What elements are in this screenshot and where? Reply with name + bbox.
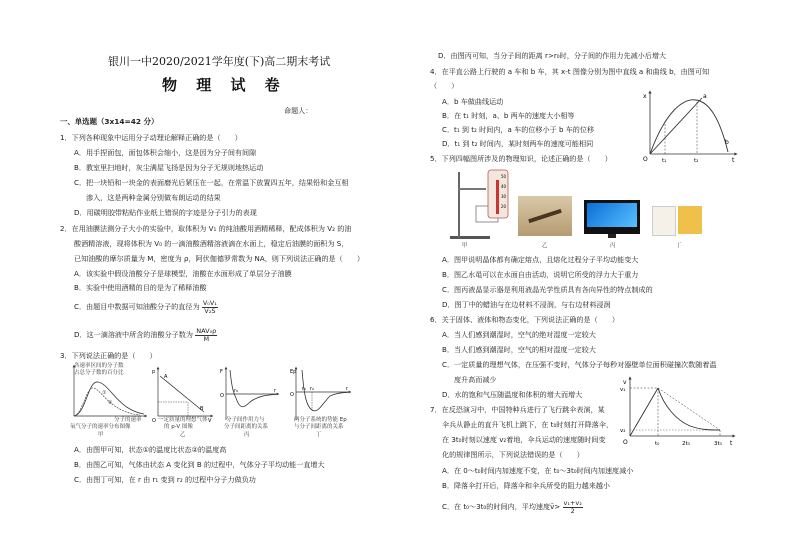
bing-r-label: r [274, 388, 277, 394]
q7-c-denominator: 2 [570, 506, 575, 515]
therm-tick-30: 30 [501, 194, 507, 199]
q2-option-d-text: D．这一滴溶液中所含的油酸分子数为 [74, 330, 193, 339]
fig-ding-caption-2: 与分子间距离的关系 [294, 424, 344, 430]
q5-option-c: C．图丙液晶显示器是利用液晶光学性质具有各向异性的特点制成的 [442, 285, 653, 294]
q7-option-c [442, 500, 583, 514]
q5-stem: 5．下列四幅图所涉及的物理知识，论述正确的是（ ） [430, 154, 612, 163]
q6-option-a: A．当人们感到潮湿时，空气的绝对湿度一定较大 [442, 330, 596, 339]
q7-3t0-label: 3t₀ [714, 441, 722, 447]
fig-yi-caption-1: 一定质量的理想气体 [158, 417, 208, 423]
fig-jia-ylabel-1: 各速率区间的分子数 [74, 363, 124, 369]
q4-option-d: D．t₁ 到 t₂ 时间内，某时刻两车的速度可能相同 [442, 139, 594, 148]
q2-option-c [74, 300, 218, 314]
ding-origin: O [290, 392, 294, 398]
q3-option-d: D．由图丙可知，当分子间的距离 r>r₀时，分子间的作用力先减小后增大 [438, 51, 667, 60]
q2-c-denominator: V₂S [204, 306, 216, 315]
q5-caption-bing: 丙 [610, 243, 616, 249]
q7-t-axis-label: t [730, 440, 733, 447]
q7-stem-line2: 伞兵从静止的直升飞机上跳下，在 t₀时刻打开降落伞， [442, 420, 614, 429]
q7-vt-graph [620, 376, 738, 448]
q5-option-d: D．图丁中的蜡油与在边材料不浸润，与右边材料浸润 [442, 300, 611, 309]
ding-ep-label: Ep [290, 369, 297, 375]
yi-a-label: A [164, 374, 168, 380]
q1-stem: 1．下列各种现象中运用分子动理论解释正确的是（ ） [60, 133, 242, 142]
q4-origin: O [643, 156, 648, 163]
q1-option-c: C．把一块铅和一块金的表面磨光后紧压在一起，在常温下放置四五年，结果铅和金互相 [74, 178, 349, 187]
yi-b-label: B [200, 406, 204, 412]
q4-x-axis-label: x [643, 93, 647, 100]
q2-d-numerator: NAV₀ρ [196, 327, 217, 335]
bing-f-label: F [220, 369, 223, 375]
q5-option-b: B．图乙水黾可以在水面自由活动，说明它所受的浮力大于重力 [442, 270, 639, 279]
q7-c-numerator: v₁+v₂ [563, 499, 582, 507]
fig-ding-caption-1: 两分子系统的势能 Ep [294, 417, 347, 423]
fig-ding-tag: 丁 [316, 432, 322, 438]
q5-caption-jia: 甲 [462, 243, 468, 249]
q4-xt-graph [640, 90, 740, 164]
q3-stem: 3．下列说法正确的是（ ） [60, 351, 157, 360]
bing-origin: O [220, 393, 224, 399]
q2-c-numerator: V₀V₁ [202, 299, 217, 307]
curve-2-label: ② [108, 400, 113, 406]
author-label: 命题人： [284, 106, 313, 115]
q6-option-b: B．当人们感到潮湿时，空气的相对湿度一定较大 [442, 345, 596, 354]
q4-t2-label: t₂ [694, 158, 699, 164]
fig-jia-tag: 甲 [98, 432, 104, 438]
therm-tick-20: 20 [501, 204, 507, 209]
q1-option-d: D．用碳明胶带粘贴作业纸上错误的字迹是分子引力的表现 [74, 208, 257, 217]
curve-1-label: ① [102, 390, 107, 396]
exam-subject-title: 物 理 试 卷 [162, 76, 287, 94]
q2-option-d [74, 328, 217, 342]
q3-option-c: C．由图丁可知，在 r 由 r₁ 变到 r₂ 的过程中分子力做负功 [74, 475, 256, 484]
fig-yi-caption-2: 的 p-V 图像 [164, 424, 193, 430]
q7-option-a: A．在 0～t₀时间内加速度不变，在 t₀～3t₀时间内加速度减小 [442, 466, 634, 475]
q1-option-b: B．教室里扫地时，灰尘满屋飞扬是因为分子无规则地热运动 [74, 163, 264, 172]
q3-option-a: A．由图甲可知，状态①的温度比状态②的温度高 [74, 445, 227, 454]
yi-v-label: V [208, 418, 212, 422]
q7-stem-line4: 化的规律图所示，下列说法错误的是（ ） [442, 450, 584, 459]
q1-option-c-cont: 渗入，这是两种金属分别做布朗运动的结果 [86, 193, 221, 202]
q7-t0-label: t₀ [655, 441, 660, 447]
q4-stem-line1: 4．在平直公路上行驶的 a 车和 b 车，其 x-t 图像分别为图中直线 a 和曲线 b，由图可知 [430, 67, 710, 76]
q4-option-a: A．b 车做曲线运动 [442, 97, 504, 106]
fig-yi-tag: 乙 [180, 432, 186, 438]
q4-t-axis-label: t [732, 157, 735, 164]
q7-stem-line3: 在 3t₀时刻以速度 v₂着地，伞兵运动的速度随时间变 [442, 435, 606, 444]
q6-option-c: C．一定质量的理想气体，在压强不变时，气体分子每秒对器壁单位面积碰撞次数随着温 [442, 360, 717, 369]
q2-stem-line3: 已知油酸的摩尔质量为 M，密度为 ρ，阿伏伽德罗常数为 NA，则下列说法正确的是（ ） [74, 254, 365, 263]
q7-v-axis-label: v [623, 379, 627, 386]
section-heading: 一、单选题（3x14=42 分） [60, 117, 159, 126]
q7-v1-label: v₁ [620, 387, 626, 393]
q1-option-a: A．用手捏面包，面包体积会缩小，这是因为分子间有间隙 [74, 148, 257, 157]
q3-option-b: B．由图乙可知，气体由状态 A 变化到 B 的过程中，气体分子平均动能一直增大 [74, 460, 325, 469]
q7-option-c-text: C．在 t₀～3t₀的时间内，平均速度v̄> [442, 502, 561, 511]
fig-jia-ylabel-2: 占总分子数的百分比 [74, 370, 124, 376]
q5-caption-yi: 乙 [542, 243, 548, 249]
q2-stem-line1: 2．在用油膜法测分子大小的实验中，取体积为 V₁ 的纯油酸用酒精稀释，配成体积为 V₂ 的油 [60, 224, 352, 233]
q7-stem-line1: 7．在反恐演习中，中国特种兵进行了飞行跳伞表演，某 [430, 405, 605, 414]
q5-option-a: A．图甲说明晶体都有确定熔点，且熔化过程分子平均动能变大 [442, 255, 639, 264]
q3-figure-ding [290, 366, 352, 422]
q2-d-denominator: M [203, 334, 210, 343]
q5-image-water-strider [518, 196, 572, 236]
q6-option-d: D．水的饱和气压随温度和体积的增大而增大 [442, 390, 583, 399]
fig-bing-tag: 丙 [244, 432, 250, 438]
yi-p-label: p [152, 369, 156, 375]
q5-image-lcd-monitor [584, 200, 640, 234]
ding-r-label: r [346, 386, 349, 392]
fig-bing-caption-2: 分子间距离的关系 [224, 424, 269, 430]
q6-option-c-cont: 度升高而减少 [454, 375, 497, 384]
fig-bing-caption-1: 分子间作用力与 [226, 417, 265, 423]
q7-option-b: B．降落伞打开后，降落伞和伞兵所受的阻力越来越小 [442, 481, 611, 490]
q5-caption-ding: 丁 [676, 243, 682, 249]
q4-option-c: C．t₁ 到 t₂ 时间内，a 车的位移小于 b 车的位移 [442, 125, 595, 134]
fig-jia-xlabel: 分子的速率 [114, 417, 142, 423]
therm-tick-50: 50 [501, 174, 507, 179]
fig-jia-caption: 氧气分子的速率分布图像 [70, 424, 131, 430]
q7-origin: O [623, 439, 628, 446]
q2-c-fraction [202, 300, 218, 314]
q4-stem-line2: （ ） [430, 81, 459, 90]
ding-r1-label: r₁ [302, 386, 307, 392]
q2-option-a: A．该实验中假设油酸分子是球模型，油酸在水面形成了单层分子油膜 [74, 269, 292, 278]
q2-stem-line2: 酸酒精溶液，现将体积为 V₀ 的一滴油酸酒精溶液滴在水面上，稳定后油膜的面积为 S， [74, 239, 349, 248]
q4-line-a-label: a [703, 93, 707, 100]
q5-image-wax-blocks [650, 200, 706, 236]
ding-r2-label: r₂ [310, 386, 315, 392]
exam-school-title: 银川一中2020/2021学年度(下)高二期末考试 [108, 55, 331, 68]
q3-figure-yi [152, 366, 214, 422]
therm-tick-40: 40 [501, 184, 507, 189]
q4-option-b: B．在 t₁ 时刻，a、b 两车的速度大小相等 [442, 111, 575, 120]
q7-2t0-label: 2t₀ [682, 441, 690, 447]
q3-figure-bing [220, 366, 280, 422]
yi-origin: O [152, 418, 156, 422]
q7-v2-label: v₂ [620, 428, 626, 434]
q2-d-fraction [195, 328, 217, 342]
bing-r0-label: r₀ [234, 388, 239, 394]
q7-c-fraction [563, 500, 583, 514]
q2-option-b: B．实验中使用酒精的目的是为了稀释油酸 [74, 283, 207, 292]
q6-stem: 6．关于固体、液体和物态变化，下列说法正确的是（ ） [430, 315, 619, 324]
q4-curve-b-label: b [725, 139, 729, 146]
q4-t1-label: t₁ [662, 158, 667, 164]
q5-image-thermometer-stand [444, 166, 514, 242]
q2-option-c-text: C．由题目中数据可知油酸分子的直径为 [74, 302, 200, 311]
